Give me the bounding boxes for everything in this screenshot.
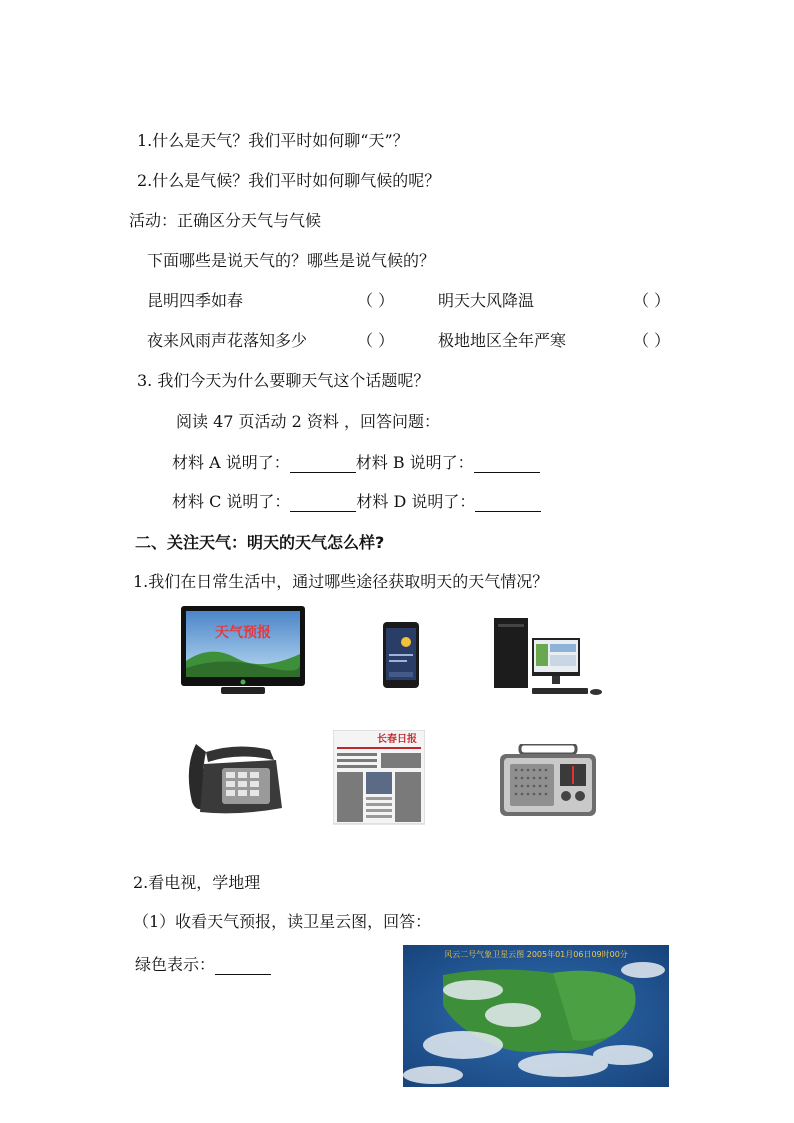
item-text: 昆明四季如春: [147, 291, 244, 310]
answer-blank[interactable]: [290, 456, 356, 473]
tv-icon: [181, 606, 305, 696]
satellite-cloud-image: [403, 945, 669, 1087]
activity-title: 活动：正确区分天气与气候: [129, 211, 322, 230]
question-3: 3. 我们今天为什么要聊天气这个话题呢？: [137, 371, 430, 390]
material-c-label: 材料 C 说明了：: [172, 492, 291, 511]
item-bracket: （ ）: [357, 331, 395, 350]
answer-blank[interactable]: [215, 958, 271, 975]
radio-icon: [500, 744, 596, 820]
telephone-icon: [178, 738, 284, 818]
desktop-computer-icon: [494, 616, 614, 702]
newspaper-icon: [333, 730, 425, 830]
green-meaning-line: [135, 955, 271, 975]
question-2: 2.什么是气候？我们平时如何聊气候的呢？: [137, 171, 441, 190]
item-text: 明天大风降温: [438, 291, 535, 310]
material-line: [172, 492, 541, 512]
item-bracket: （ ）: [633, 331, 671, 350]
section-2-heading: 二、关注天气：明天的天气怎么样?: [135, 533, 385, 552]
answer-blank[interactable]: [290, 495, 356, 512]
item-bracket: （ ）: [357, 291, 395, 310]
newspaper-title: 长春日报: [377, 734, 417, 745]
tv-screen-text: 天气预报: [215, 625, 271, 641]
satellite-title: 风云二号气象卫星云图 2005年01月06日09时00分: [444, 950, 628, 959]
item-text: 极地地区全年严寒: [438, 331, 567, 350]
question-1: 1.什么是天气？我们平时如何聊“天”？: [137, 131, 409, 150]
item-bracket: （ ）: [633, 291, 671, 310]
material-line: [172, 453, 540, 473]
smartphone-icon: [383, 622, 419, 688]
section-2-question-1: 1.我们在日常生活中，通过哪些途径获取明天的天气情况？: [133, 572, 549, 591]
material-b-label: 材料 B 说明了：: [355, 453, 474, 472]
answer-blank[interactable]: [474, 456, 540, 473]
activity-prompt: 下面哪些是说天气的？哪些是说气候的？: [147, 251, 436, 270]
material-a-label: 材料 A 说明了：: [172, 453, 290, 472]
reading-instruction: 阅读 47 页活动 2 资料 ，回答问题：: [176, 412, 440, 431]
answer-blank[interactable]: [475, 495, 541, 512]
material-d-label: 材料 D 说明了：: [356, 492, 476, 511]
sub-question-1: （1）收看天气预报，读卫星云图，回答：: [133, 912, 432, 931]
item-text: 夜来风雨声花落知多少: [147, 331, 308, 350]
section-2-question-2: 2.看电视，学地理: [133, 873, 261, 892]
green-label: 绿色表示：: [135, 955, 216, 974]
